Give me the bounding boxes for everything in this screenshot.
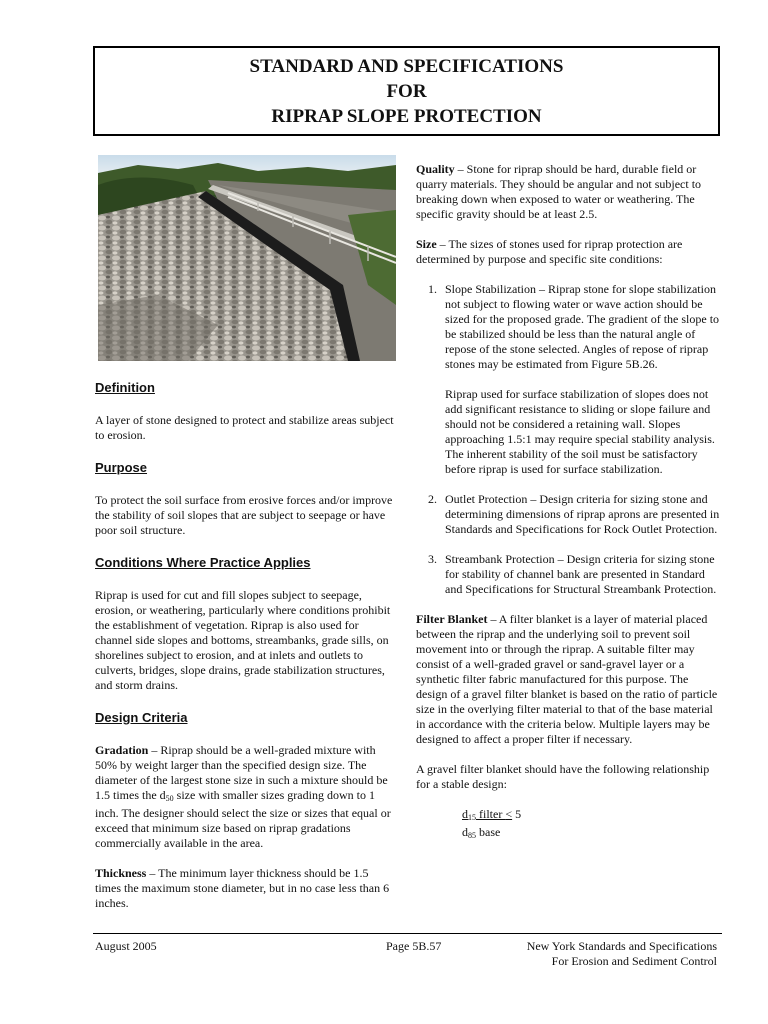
purpose-heading: Purpose	[95, 460, 148, 475]
formula-numerator	[462, 807, 722, 825]
formula-text: filter	[476, 807, 506, 821]
formula-d-symbol: d	[462, 825, 468, 839]
list-number: 1.	[428, 282, 437, 296]
formula-denominator	[462, 825, 722, 843]
size-label: Size	[416, 237, 437, 251]
gradation-paragraph	[95, 743, 395, 851]
footer-organization	[480, 939, 717, 969]
formula-subscript: 85	[468, 831, 476, 840]
list-item	[416, 282, 722, 477]
thickness-paragraph	[95, 866, 395, 911]
formula-operator: <	[505, 807, 513, 821]
document-title-box	[93, 46, 720, 136]
conditions-heading: Conditions Where Practice Applies	[95, 555, 311, 570]
purpose-text: To protect the soil surface from erosive forces and/or improve the stability of soil slopes that are subject to seepage or have poor soil structure.	[95, 493, 393, 537]
footer-page-number: Page 5B.57	[386, 939, 442, 953]
formula-value: 5	[512, 807, 522, 821]
list-item-text: Streambank Protection – Design criteria for sizing stone for stability of channel bank are presented in Standard and Specifications for Structural Streambank Protection.	[445, 552, 717, 596]
left-column	[95, 380, 395, 911]
design-criteria-heading: Design Criteria	[95, 710, 188, 725]
footer-date: August 2005	[95, 939, 157, 953]
title-line-2: FOR	[386, 81, 427, 102]
list-item-text: Slope Stabilization – Riprap stone for slope stabilization not subject to flowing water or wave action should be sized for the proposed grade. The gradient of the slope to be stabilized should be less than the natural angle of repose of the stone selected. Angles of repose of riprap stones may be estimated from Figure 5B.26.	[445, 282, 720, 371]
list-item-text: Outlet Protection – Design criteria for sizing stone and determining dimensions of riprap aprons are presented in Standards and Specifications for Rock Outlet Protection.	[445, 492, 720, 536]
size-list	[416, 282, 722, 597]
filter-blanket-paragraph	[416, 612, 722, 747]
thickness-label: Thickness	[95, 866, 147, 880]
list-item	[416, 552, 722, 597]
thickness-text: – The minimum layer thickness should be 1.5 times the maximum stone diameter, but in no case less than 6 inches.	[95, 866, 390, 910]
quality-label: Quality	[416, 162, 455, 176]
list-number: 2.	[428, 492, 437, 506]
title-line-3: RIPRAP SLOPE PROTECTION	[271, 106, 542, 127]
size-text: – The sizes of stones used for riprap protection are determined by purpose and specific site conditions:	[416, 237, 683, 266]
gradation-text-a: – Riprap should be a well-graded mixture with 50% by weight larger than the specified design size. The diameter of the largest stone size in such a mixture should be 1.5 times the d	[95, 743, 388, 802]
riprap-slope-photo	[98, 155, 396, 361]
gradation-text-b: size with smaller sizes grading down to 1 inch. The designer should select the size or sizes that equal or exceed that minimum size based on riprap gradations commercially available in the area.	[95, 788, 391, 850]
filter-ratio-formula	[462, 807, 722, 843]
right-column	[416, 162, 722, 843]
gravel-filter-paragraph: A gravel filter blanket should have the following relationship for a stable design:	[416, 762, 710, 791]
title-line-1: STANDARD AND SPECIFICATIONS	[249, 56, 564, 77]
formula-text: base	[476, 825, 501, 839]
gradation-subscript: 50	[165, 794, 174, 803]
formula-subscript: 15	[468, 813, 476, 822]
conditions-text: Riprap is used for cut and fill slopes subject to seepage, erosion, or weathering, particularly where conditions prohibit the establishment of vegetation. Riprap is also used for channel side slopes and bottoms, streambanks, grade sills, on shorelines subject to erosion, and at inlets and outlets to culverts, bridges, slope drains, grade stabilization structures, and storm drains.	[95, 588, 391, 692]
definition-heading: Definition	[95, 380, 155, 395]
quality-text: – Stone for riprap should be hard, durable field or quarry materials. They should be angular and not subject to breaking down when exposed to water or weathering. The specific gravity should be at least 2.5.	[416, 162, 702, 221]
filter-blanket-text: – A filter blanket is a layer of material placed between the riprap and the underlying soil to prevent soil movement into or through the riprap. A suitable filter may consist of a well-graded gravel or sand-gravel layer or a synthetic filter fabric manufactured for this purpose. The design of a gravel filter blanket is based on the ratio of particle size in the overlying filter material to that of the base material in accordance with the criteria below. Multiple layers may be designed to affect a proper filter if necessary.	[416, 612, 718, 746]
filter-blanket-label: Filter Blanket	[416, 612, 488, 626]
gradation-label: Gradation	[95, 743, 149, 757]
definition-text: A layer of stone designed to protect and stabilize areas subject to erosion.	[95, 413, 394, 442]
size-paragraph	[416, 237, 722, 267]
quality-paragraph	[416, 162, 722, 222]
list-item	[416, 492, 722, 537]
list-number: 3.	[428, 552, 437, 566]
footer-org-line-1: New York Standards and Specifications	[526, 939, 717, 953]
formula-d-symbol: d	[462, 807, 468, 821]
list-item-text-continued: Riprap used for surface stabilization of slopes does not add significant resistance to sliding or slope failure and should not be considered a retaining wall. Slopes approaching 1.5:1 may require special stability analysis. The inherent stability of the soil must be satisfactory before riprap is used for surface stabilization.	[445, 387, 715, 476]
footer-org-line-2: For Erosion and Sediment Control	[551, 954, 717, 968]
footer-divider	[93, 933, 722, 934]
